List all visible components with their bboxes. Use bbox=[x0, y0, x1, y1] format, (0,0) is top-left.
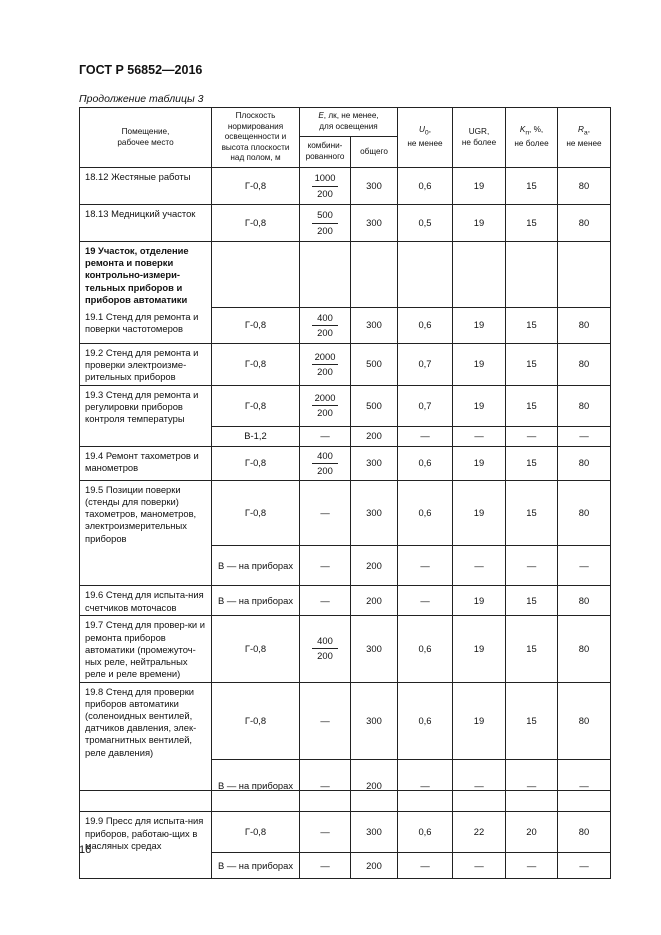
ugr-value: 19 bbox=[453, 682, 506, 760]
page-number: 16 bbox=[79, 844, 92, 856]
plane-value: В — на приборах bbox=[212, 853, 300, 879]
e-general-value: 300 bbox=[351, 812, 398, 853]
kp-value: — bbox=[506, 760, 558, 812]
table-row bbox=[80, 168, 611, 205]
e-combined-value bbox=[300, 616, 351, 682]
room-name bbox=[80, 546, 212, 586]
table-row bbox=[80, 682, 611, 760]
illumination-norms-table bbox=[79, 107, 611, 879]
ugr-value: 19 bbox=[453, 616, 506, 682]
plane-value: Г-0,8 bbox=[212, 308, 300, 344]
kp-value: — bbox=[506, 426, 558, 446]
empty-cell bbox=[212, 242, 300, 308]
e-general-value: 300 bbox=[351, 446, 398, 480]
e-general-value: 200 bbox=[351, 853, 398, 879]
ugr-value: — bbox=[453, 426, 506, 446]
u0-value: 0,6 bbox=[398, 480, 453, 546]
col-ra-header: $R_a$, не менее bbox=[558, 108, 611, 168]
room-name: 19.8 Стенд для проверки приборов автоматики (соленоидных вентилей, датчиков давления, элек-тромагнитных вентилей, реле давления) bbox=[80, 682, 212, 760]
fraction-numerator: 400 bbox=[312, 312, 338, 326]
ugr-value: 19 bbox=[453, 168, 506, 205]
kp-value: — bbox=[506, 546, 558, 586]
e-general-value: 200 bbox=[351, 760, 398, 812]
kp-value: 15 bbox=[506, 446, 558, 480]
ra-value: 80 bbox=[558, 205, 611, 242]
u0-value: 0,6 bbox=[398, 616, 453, 682]
u0-value: — bbox=[398, 546, 453, 586]
fraction-denominator: 200 bbox=[317, 327, 333, 338]
ugr-value: 19 bbox=[453, 586, 506, 616]
fraction bbox=[312, 312, 338, 339]
e-combined-value: — bbox=[300, 546, 351, 586]
ugr-value: 19 bbox=[453, 205, 506, 242]
ra-value: 80 bbox=[558, 308, 611, 344]
kp-value: 15 bbox=[506, 168, 558, 205]
e-combined-value: — bbox=[300, 426, 351, 446]
ra-value: 80 bbox=[558, 616, 611, 682]
ra-value: 80 bbox=[558, 168, 611, 205]
ugr-value: 19 bbox=[453, 308, 506, 344]
e-general-value: 200 bbox=[351, 586, 398, 616]
col-u0-header: $U_0$, не менее bbox=[398, 108, 453, 168]
fraction-numerator: 400 bbox=[312, 635, 338, 649]
kp-value: 15 bbox=[506, 205, 558, 242]
u0-value: 0,6 bbox=[398, 682, 453, 760]
u0-value: 0,7 bbox=[398, 344, 453, 386]
table-row bbox=[80, 546, 611, 586]
room-name: 19.3 Стенд для ремонта и регулировки приборов контроля температуры bbox=[80, 385, 212, 426]
plane-value: Г-0,8 bbox=[212, 205, 300, 242]
col-e-comb-header: комбини- рованного bbox=[300, 137, 351, 168]
table-row bbox=[80, 760, 611, 812]
kp-value: 15 bbox=[506, 586, 558, 616]
ugr-value: 22 bbox=[453, 812, 506, 853]
kp-value: 15 bbox=[506, 344, 558, 386]
col-ugr-header: UGR, не более bbox=[453, 108, 506, 168]
empty-cell bbox=[506, 242, 558, 308]
fraction bbox=[312, 351, 338, 378]
plane-value: Г-0,8 bbox=[212, 385, 300, 426]
table-row bbox=[80, 426, 611, 446]
table-end-line bbox=[79, 790, 610, 791]
plane-value: В — на приборах bbox=[212, 546, 300, 586]
table-row bbox=[80, 308, 611, 344]
room-name bbox=[80, 853, 212, 879]
e-combined-value bbox=[300, 308, 351, 344]
ra-value: — bbox=[558, 853, 611, 879]
fraction-denominator: 200 bbox=[317, 224, 333, 236]
ra-value: — bbox=[558, 760, 611, 812]
fraction bbox=[312, 392, 338, 419]
fraction bbox=[312, 450, 338, 477]
ugr-value: — bbox=[453, 853, 506, 879]
table-row bbox=[80, 344, 611, 386]
u0-value: — bbox=[398, 760, 453, 812]
ra-value: 80 bbox=[558, 480, 611, 546]
e-combined-value: — bbox=[300, 480, 351, 546]
group-row bbox=[80, 242, 611, 308]
ugr-value: — bbox=[453, 760, 506, 812]
fraction-denominator: 200 bbox=[317, 464, 333, 476]
ugr-value: — bbox=[453, 546, 506, 586]
plane-value: Г-0,8 bbox=[212, 446, 300, 480]
e-general-value: 300 bbox=[351, 480, 398, 546]
kp-value: 15 bbox=[506, 480, 558, 546]
plane-value: Г-0,8 bbox=[212, 168, 300, 205]
kp-value: 15 bbox=[506, 682, 558, 760]
e-general-value: 500 bbox=[351, 344, 398, 386]
kp-value: 15 bbox=[506, 385, 558, 426]
room-name bbox=[80, 760, 212, 812]
ugr-value: 19 bbox=[453, 344, 506, 386]
table-caption: Продолжение таблицы 3 bbox=[79, 93, 204, 105]
fraction-denominator: 200 bbox=[317, 407, 333, 419]
col-e-header: E, лк, не менее, для освещения bbox=[300, 108, 398, 137]
fraction-numerator: 2000 bbox=[312, 392, 338, 406]
fraction-denominator: 200 bbox=[317, 650, 333, 662]
room-name: 19.7 Стенд для провер-ки и ремонта приборов автоматики (промежуточ-ных реле, нейтральных реле и реле времени) bbox=[80, 616, 212, 682]
u0-value: — bbox=[398, 586, 453, 616]
room-name: 19.2 Стенд для ремонта и проверки электроизме-рительных приборов bbox=[80, 344, 212, 386]
ra-value: — bbox=[558, 546, 611, 586]
kp-value: — bbox=[506, 853, 558, 879]
table-row bbox=[80, 586, 611, 616]
kp-value: 15 bbox=[506, 308, 558, 344]
e-combined-value bbox=[300, 344, 351, 386]
room-name: 19.4 Ремонт тахометров и манометров bbox=[80, 446, 212, 480]
room-name: 19.9 Пресс для испыта-ния приборов, работаю-щих в масляных средах bbox=[80, 812, 212, 853]
e-combined-value bbox=[300, 205, 351, 242]
ra-value: — bbox=[558, 426, 611, 446]
empty-cell bbox=[351, 242, 398, 308]
fraction bbox=[312, 172, 338, 199]
kp-value: 20 bbox=[506, 812, 558, 853]
e-general-value: 200 bbox=[351, 426, 398, 446]
table-row bbox=[80, 446, 611, 480]
room-name: 19.1 Стенд для ремонта и поверки частотомеров bbox=[80, 308, 212, 344]
e-general-value: 300 bbox=[351, 682, 398, 760]
ra-value: 80 bbox=[558, 385, 611, 426]
ugr-value: 19 bbox=[453, 446, 506, 480]
empty-cell bbox=[300, 242, 351, 308]
ra-value: 80 bbox=[558, 344, 611, 386]
u0-value: — bbox=[398, 853, 453, 879]
room-name: 19.6 Стенд для испыта-ния счетчиков моточасов bbox=[80, 586, 212, 616]
plane-value: Г-0,8 bbox=[212, 682, 300, 760]
u0-value: 0,6 bbox=[398, 812, 453, 853]
col-e-general-header: общего bbox=[351, 137, 398, 168]
u0-value: 0,6 bbox=[398, 446, 453, 480]
e-combined-value bbox=[300, 168, 351, 205]
table-row bbox=[80, 480, 611, 546]
fraction-numerator: 2000 bbox=[312, 351, 338, 365]
e-general-value: 300 bbox=[351, 308, 398, 344]
plane-value: Г-0,8 bbox=[212, 616, 300, 682]
ra-value: 80 bbox=[558, 446, 611, 480]
table-row bbox=[80, 812, 611, 853]
u0-value: 0,6 bbox=[398, 168, 453, 205]
e-combined-value bbox=[300, 385, 351, 426]
table-row bbox=[80, 385, 611, 426]
col-room-header: Помещение, рабочее место bbox=[80, 108, 212, 168]
u0-value: 0,5 bbox=[398, 205, 453, 242]
e-combined-value: — bbox=[300, 682, 351, 760]
fraction-numerator: 1000 bbox=[312, 172, 338, 186]
e-general-value: 300 bbox=[351, 616, 398, 682]
empty-cell bbox=[453, 242, 506, 308]
e-combined-value: — bbox=[300, 812, 351, 853]
room-name: 18.13 Медницкий участок bbox=[80, 205, 212, 242]
table-body bbox=[80, 168, 611, 879]
ra-value: 80 bbox=[558, 682, 611, 760]
fraction-numerator: 400 bbox=[312, 450, 338, 464]
plane-value: Г-0,8 bbox=[212, 812, 300, 853]
fraction-denominator: 200 bbox=[317, 365, 333, 377]
fraction bbox=[312, 635, 338, 662]
ugr-value: 19 bbox=[453, 480, 506, 546]
ra-value: 80 bbox=[558, 586, 611, 616]
plane-value: В — на приборах bbox=[212, 760, 300, 812]
document-header: ГОСТ Р 56852—2016 bbox=[79, 63, 203, 77]
group-title: 19 Участок, отделение ремонта и поверки контрольно-измери-тельных приборов и приборов автоматики bbox=[80, 242, 212, 308]
plane-value: В-1,2 bbox=[212, 426, 300, 446]
e-general-value: 200 bbox=[351, 546, 398, 586]
empty-cell bbox=[398, 242, 453, 308]
fraction bbox=[312, 209, 338, 236]
col-kp-header: $K_п$, %, не более bbox=[506, 108, 558, 168]
e-combined-value: — bbox=[300, 760, 351, 812]
room-name: 18.12 Жестяные работы bbox=[80, 168, 212, 205]
plane-value: Г-0,8 bbox=[212, 344, 300, 386]
u0-value: 0,7 bbox=[398, 385, 453, 426]
e-general-value: 300 bbox=[351, 168, 398, 205]
e-general-value: 300 bbox=[351, 205, 398, 242]
col-plane-header: Плоскость нормирования освещенности и высота плоскости над полом, м bbox=[212, 108, 300, 168]
u0-value: 0,6 bbox=[398, 308, 453, 344]
plane-value: В — на приборах bbox=[212, 586, 300, 616]
empty-cell bbox=[558, 242, 611, 308]
u0-value: — bbox=[398, 426, 453, 446]
e-general-value: 500 bbox=[351, 385, 398, 426]
ugr-value: 19 bbox=[453, 385, 506, 426]
kp-value: 15 bbox=[506, 616, 558, 682]
table-row bbox=[80, 616, 611, 682]
table-row bbox=[80, 853, 611, 879]
ra-value: 80 bbox=[558, 812, 611, 853]
room-name: 19.5 Позиции поверки (стенды для поверки) тахометров, манометров, электроизмерительных приборов bbox=[80, 480, 212, 546]
table-row bbox=[80, 205, 611, 242]
room-name bbox=[80, 426, 212, 446]
plane-value: Г-0,8 bbox=[212, 480, 300, 546]
e-combined-value: — bbox=[300, 586, 351, 616]
fraction-denominator: 200 bbox=[317, 187, 333, 199]
fraction-numerator: 500 bbox=[312, 209, 338, 223]
e-combined-value: — bbox=[300, 853, 351, 879]
e-combined-value bbox=[300, 446, 351, 480]
